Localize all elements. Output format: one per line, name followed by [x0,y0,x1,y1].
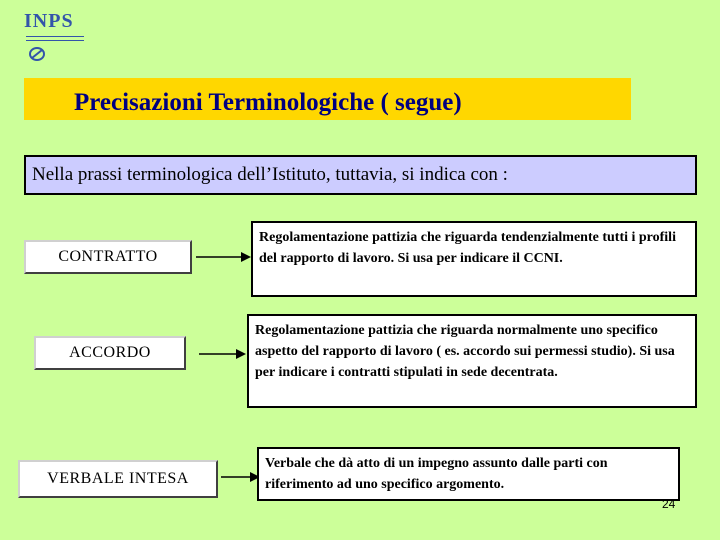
term-label: CONTRATTO [58,248,158,265]
term-description: Regolamentazione pattizia che riguarda tendenzialmente tutti i profili del rapporto di lavoro. Si usa per indicare il CCNI. [259,230,676,266]
title-bar [24,78,631,120]
term-label: ACCORDO [69,344,151,361]
logo-underline [26,36,84,41]
term-box-accordo [34,336,186,370]
term-description-box [251,221,697,297]
arrow-right-icon [220,470,262,484]
page-title: Precisazioni Terminologiche ( segue) [74,89,462,116]
term-label: VERBALE INTESA [47,470,189,487]
intro-text: Nella prassi terminologica dell’Istituto, tuttavia, si indica con : [32,164,508,185]
inps-emblem-icon [28,46,46,62]
term-description: Regolamentazione pattizia che riguarda normalmente uno specifico aspetto del rapporto di lavoro ( es. accordo sui permessi studio). Si usa per indicare i contratti stipulati in sede decentrata. [255,323,675,380]
term-description: Verbale che dà atto di un impegno assunto dalle parti con riferimento ad uno specifico argomento. [265,456,608,492]
arrow-right-icon [195,250,253,264]
inps-logo [24,10,94,62]
term-box-contratto [24,240,192,274]
term-description-box [247,314,697,408]
logo-text: INPS [24,10,74,32]
page-number: 24 [662,497,676,511]
term-description-box [257,447,680,501]
arrow-right-icon [198,347,248,361]
term-box-verbale-intesa [18,460,218,498]
intro-box [24,155,697,195]
